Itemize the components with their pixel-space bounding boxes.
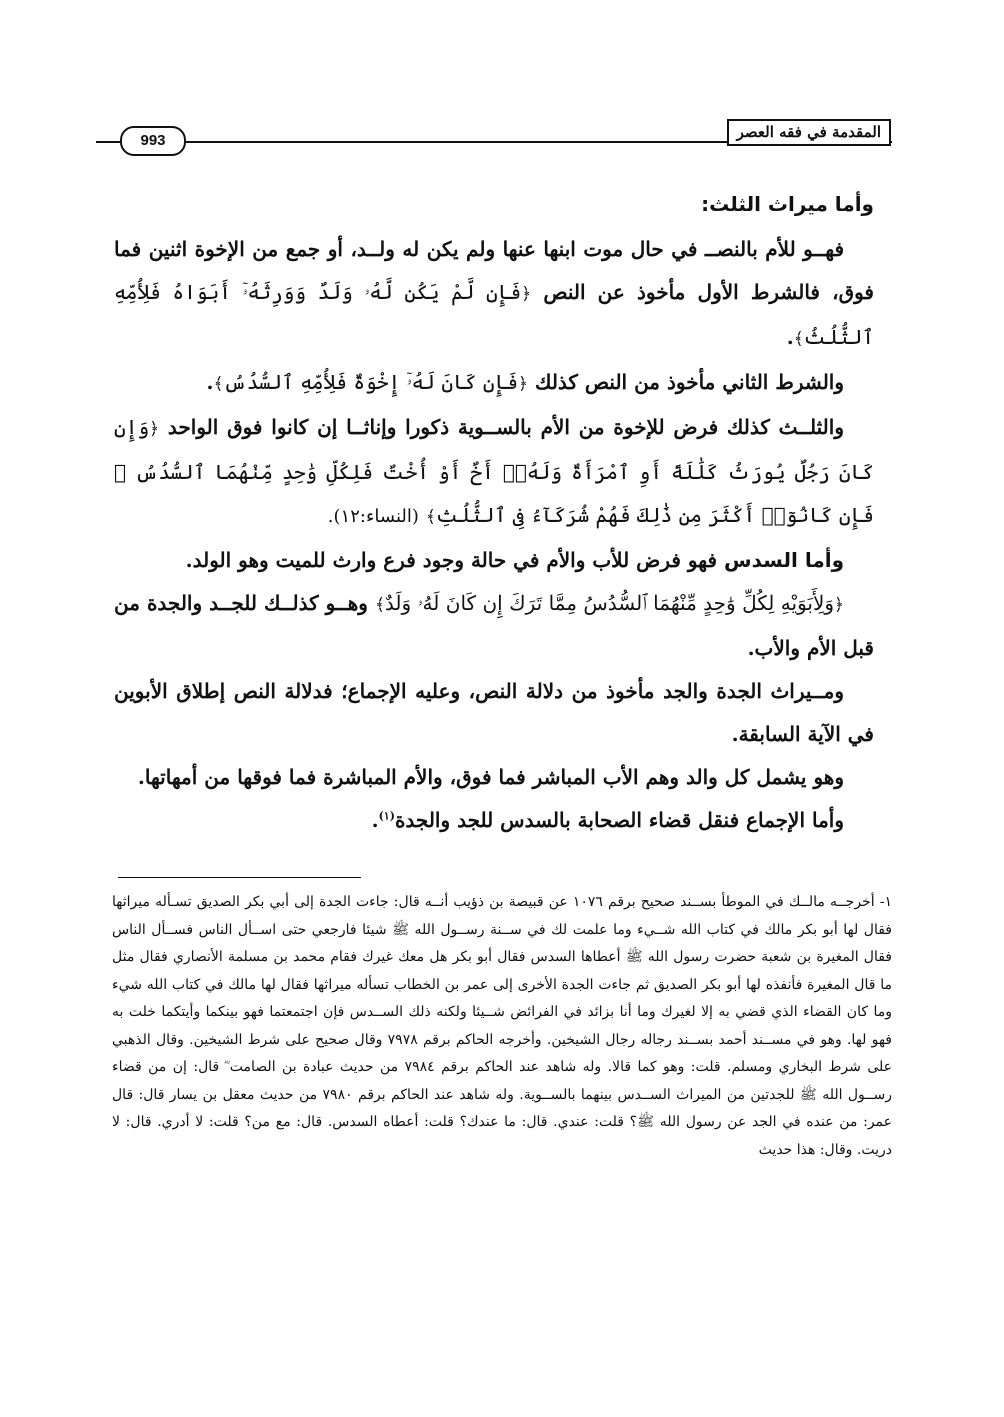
paragraph-1-text: فهــو للأم بالنصــ في حال موت ابنها عنها ولم يكن له ولــد، أو جمع من الإخوة اثنين فما فوق، فالشرط الأول مأخوذ عن النص <box>114 237 874 304</box>
footnote-separator <box>118 877 361 878</box>
page-number: 993 <box>120 126 186 156</box>
paragraph-4 <box>114 539 874 582</box>
paragraph-6-text: ومــيراث الجدة والجد مأخوذ من دلالة النص، وعليه الإجماع؛ فدلالة النص إطلاق الأبوين في الآية السابقة. <box>114 679 874 746</box>
ayah-open-bracket: ﴿ <box>518 374 529 394</box>
paragraph-8-text: وأما الإجماع فنقل قضاء الصحابة بالسدس للجد والجدة <box>394 808 844 832</box>
running-header-title: المقدمة في فقه العصر <box>727 119 891 146</box>
sixth-heading: وأما السدس <box>723 548 844 572</box>
quran-verse-4: وَلِأَبَوَيْهِ لِكُلِّ وَٰحِدٍ مِّنْهُمَا ٱلسُّدُسُ مِمَّا تَرَكَ إِن كَانَ لَهُۥ وَلَدٌ <box>384 591 835 615</box>
section-heading: وأما ميراث الثلث: <box>701 192 874 216</box>
ayah-close-bracket: ﴾ <box>213 374 224 394</box>
ayah-close-bracket: ﴾ <box>374 595 385 615</box>
paragraph-6 <box>114 670 874 756</box>
paragraph-8-end: . <box>371 808 379 832</box>
ayah-open-bracket: ﴿ <box>149 419 160 439</box>
paragraph-3 <box>114 406 874 539</box>
main-text <box>114 180 874 842</box>
paragraph-3-text: والثلــث كذلك فرض للإخوة من الأم بالســوية ذكورا وإناثــا إن كانوا فوق الواحد <box>167 415 844 439</box>
paragraph-2-text: والشرط الثاني مأخوذ من النص كذلك <box>534 370 844 394</box>
ayah-open-bracket: ﴿ <box>834 595 844 615</box>
quran-verse-2: فَإِن كَانَ لَهُۥٓ إِخْوَةٌ فَلِأُمِّهِ ٱلسُّدُسُ <box>223 370 519 394</box>
ayah-open-bracket: ﴿ <box>521 284 532 304</box>
paragraph-5 <box>114 582 874 670</box>
verse-citation: (النساء:١٢). <box>327 506 419 527</box>
footnote-reference[interactable]: (١) <box>378 809 395 823</box>
ayah-close-bracket: ﴾ <box>425 507 436 527</box>
paragraph-4-text: فهو فرض للأب والأم في حالة وجود فرع وارث للميت وهو الولد. <box>185 548 718 572</box>
paragraph-1: فهــو للأم بالنصــ في حال موت ابنها عنها ولم يكن له ولــد، أو جمع من الإخوة اثنين فما فوق، فالشرط الأول مأخوذ عن النص ﴿فَإِن لَّمْ يَكُن لَّهُۥ وَلَدٌ وَوَرِثَهُۥٓ أَبَوَاهُ فَلِأُمِّهِ ٱلثُّلُثُ﴾. <box>114 237 874 349</box>
quran-verse-3: وَإِن كَانَ رَجُلٌ يُورَثُ كَلَٰلَةً أَوِ ٱمْرَأَةٌ وَلَهُۥٓ أَخٌ أَوْ أُخْتٌ فَلِكُلِّ وَٰحِدٍ مِّنْهُمَا ٱلسُّدُسُ ۚ فَإِن كَانُوٓا۟ أَكْثَرَ مِن ذَٰلِكَ فَهُمْ شُرَكَآءُ فِى ٱلثُّلُثِ <box>114 415 874 527</box>
ayah-close-bracket: ﴾ <box>793 329 804 349</box>
paragraph-7-text: وهو يشمل كل والد وهم الأب المباشر فما فوق، والأم المباشرة فما فوقها من أمهاتها. <box>137 765 844 789</box>
paragraph-5-text: وهــو كذلــك للجــد والجدة من قبل الأم والأب. <box>114 591 874 660</box>
footnote-1: ١- أخرجــه مالــك في الموطأ بســند صحيح برقم ١٠٧٦ عن قبيصة بن ذؤيب أنــه قال: جاءت الجدة إلى أبي بكر الصديق تسـأله ميراثها فقال لها أبو بكر مالك في كتاب الله شــيء وما علمت لك في ســنة رســول الله ﷺ شيئا فارجعي حتى اســأل الناس فســأل الناس فقال المغيرة بن شعبة حضرت رسول الله ﷺ أعطاها السدس فقال أبو بكر هل معك غيرك فقام محمد بن مسلمة الأنصاري فقال مثل ما قال المغيرة فأنفذه لها أبو بكر الصديق ثم جاءت الجدة الأخرى إلى عمر بن الخطاب تسأله ميراثها فقال لها مالك في كتاب الله شيء وما كان القضاء الذي قضي به إلا لغيرك وما أنا بزائد في الفرائض شــيئا ولكنه ذلك الســدس فإن اجتمعتما فهو بينكما وأيتكما خلت به فهو لها. وهو في مســند أحمد بســند رجاله رجال الشيخين. وأخرجه الحاكم برقم ٧٩٧٨ وقال صحيح على شرط الشيخين. وقال الذهبي على شرط البخاري ومسلم. قلت: وهو كما قالا. وله شاهد عند الحاكم برقم ٧٩٨٤ من حديث عبادة بن الصامت ؓ قال: إن من قضاء رســول الله ﷺ للجدتين من الميراث الســدس بينهما بالســوية. وله شاهد عند الحاكم برقم ٧٩٨٠ من حديث معقل بن يسار قال: قال عمر: من عنده في الجد عن رسول الله ﷺ؟ قلت: عندي. قال: ما عندك؟ قلت: أعطاه السدس. قال: مع من؟ قلت: لا أدري. قال: لا دريت. وقال: هذا حديث <box>112 894 892 1158</box>
paragraph-7 <box>114 756 874 799</box>
paragraph-8 <box>114 799 874 842</box>
quran-verse-1: فَإِن لَّمْ يَكُن لَّهُۥ وَلَدٌ وَوَرِثَهُۥٓ أَبَوَاهُ فَلِأُمِّهِ ٱلثُّلُثُ <box>114 280 874 349</box>
paragraph-2: والشرط الثاني مأخوذ من النص كذلك ﴿فَإِن كَانَ لَهُۥٓ إِخْوَةٌ فَلِأُمِّهِ ٱلسُّدُسُ﴾. <box>206 370 844 394</box>
